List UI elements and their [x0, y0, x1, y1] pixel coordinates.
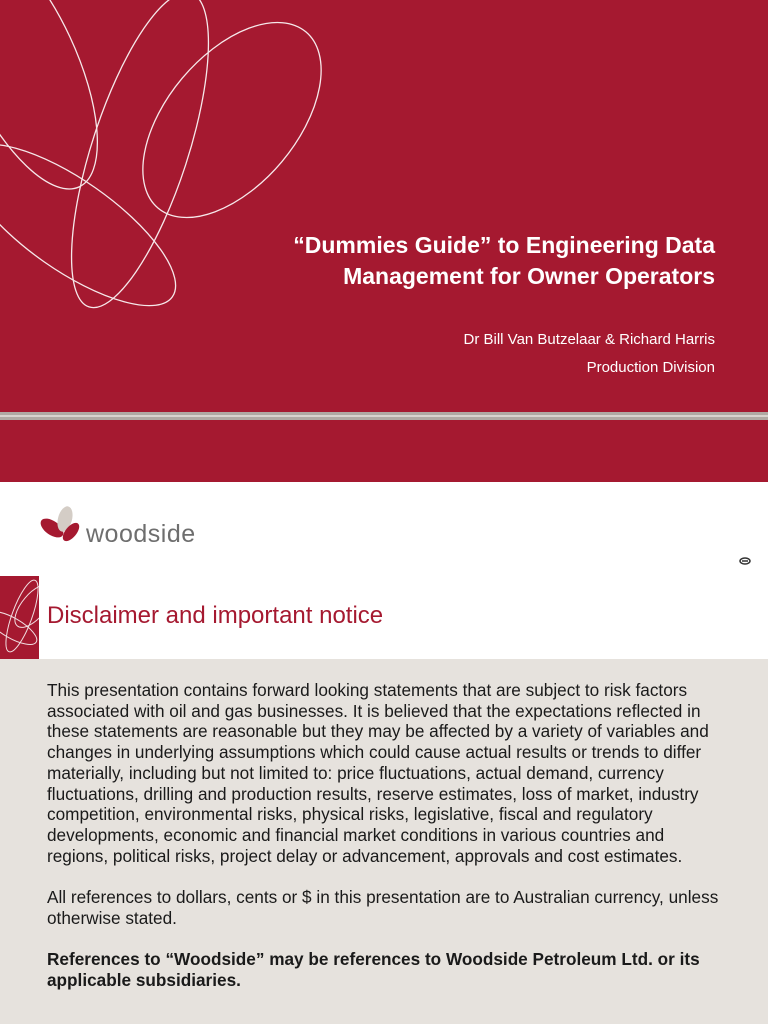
header-swatch [0, 576, 39, 659]
swirl-decoration-icon [0, 0, 768, 420]
disclaimer-paragraph-3: References to “Woodside” may be references to Woodside Petroleum Ltd. or its applicable subsidiaries. [47, 949, 700, 990]
cover-divider-highlight [0, 415, 768, 417]
disclaimer-paragraph-2: All references to dollars, cents or $ in this presentation are to Australian currency, unless otherwise stated. [47, 887, 719, 928]
cover-slide [0, 0, 768, 482]
cover-title-line1: “Dummies Guide” to Engineering Data [293, 232, 715, 258]
logo-brand-name: woodside [86, 520, 196, 548]
cover-authors: Dr Bill Van Butzelaar & Richard Harris [463, 331, 715, 348]
cover-title-line2: Management for Owner Operators [343, 263, 715, 289]
cover-title [155, 230, 715, 292]
cover-division: Production Division [586, 359, 715, 376]
disclaimer-paragraph-1: This presentation contains forward looking statements that are subject to risk factors associated with oil and gas businesses. It is believed that the expectations reflected in these statements are reasonable but they may be affected by a variety of variables and changes in underlying assumptions which could cause actual results or trends to differ materially, including but not limited to: price fluctuations, actual demand, currency fluctuations, drilling and production results, reserve estimates, loss of market, industry competition, environmental risks, physical risks, legislative, fiscal and regulatory developments, economic and financial market conditions in various countries and regions, political risks, project delay or advancement, approvals and cost estimates. [47, 680, 709, 866]
woodside-logo-icon [38, 504, 86, 546]
swatch-swirl-icon [0, 576, 39, 659]
link-icon[interactable] [738, 555, 752, 567]
disclaimer-title: Disclaimer and important notice [47, 602, 384, 629]
disclaimer-text [47, 680, 727, 1011]
